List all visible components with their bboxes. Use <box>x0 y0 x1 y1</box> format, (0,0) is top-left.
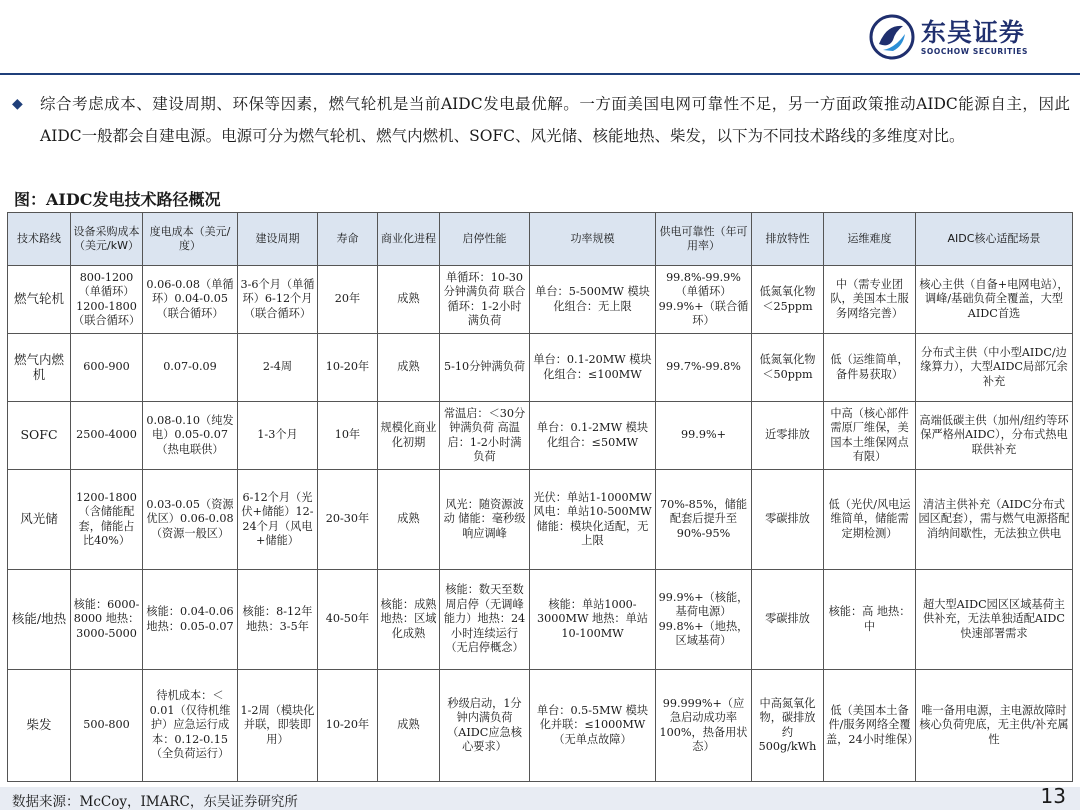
table-cell: 核能：成熟 地热：区域化成熟 <box>378 570 440 670</box>
table-row <box>8 334 1073 402</box>
table-cell: 零碳排放 <box>752 470 824 570</box>
header-divider <box>0 73 1080 75</box>
row-name-cell: 柴发 <box>8 670 71 782</box>
table-cell: 光伏：单站1-1000MW 风电：单站10-500MW 储能：模块化适配，无上限 <box>530 470 656 570</box>
table-cell: 低（光伏/风电运维简单，储能需定期检测） <box>824 470 916 570</box>
intro-paragraph <box>12 88 1070 152</box>
table-cell: 零碳排放 <box>752 570 824 670</box>
table-cell: 低（运维简单，备件易获取） <box>824 334 916 402</box>
logo-english-name: SOOCHOW SECURITIES <box>920 46 1028 56</box>
table-cell: 核能：数天至数周启停（无调峰能力）地热：24小时连续运行（无启停概念） <box>440 570 530 670</box>
header-cell: 寿命 <box>318 213 378 266</box>
table-cell: 超大型AIDC园区区域基荷主供补充，无法单独适配AIDC快速部署需求 <box>916 570 1073 670</box>
header-cell: 技术路线 <box>8 213 71 266</box>
row-name-cell: 燃气轮机 <box>8 266 71 334</box>
table-cell: 唯一备用电源，主电源故障时核心负荷兜底，无主供/补充属性 <box>916 670 1073 782</box>
table-cell: 10-20年 <box>318 670 378 782</box>
table-cell: 1-2周（模块化并联，即装即用） <box>238 670 318 782</box>
table-cell: 中高氮氧化物，碳排放约500g/kWh <box>752 670 824 782</box>
header-cell: 启停性能 <box>440 213 530 266</box>
soochow-logo-icon <box>869 14 915 60</box>
table-cell: 分布式主供（中小型AIDC/边缘算力），大型AIDC局部冗余补充 <box>916 334 1073 402</box>
table-cell: 核能：高 地热：中 <box>824 570 916 670</box>
table-cell: 风光：随资源波动 储能：毫秒级响应调峰 <box>440 470 530 570</box>
row-name-cell: 风光储 <box>8 470 71 570</box>
table-cell: 清洁主供补充（AIDC分布式园区配套），需与燃气电源搭配消纳间歇性，无法独立供电 <box>916 470 1073 570</box>
table-cell: 规模化商业化初期 <box>378 402 440 470</box>
brand-logo <box>869 14 1028 60</box>
table-cell: 99.8%-99.9%（单循环）99.9%+（联合循环） <box>656 266 752 334</box>
table-cell: 单台：5-500MW 模块化组合：无上限 <box>530 266 656 334</box>
table-cell: 99.7%-99.8% <box>656 334 752 402</box>
tech-comparison-table <box>7 212 1073 782</box>
table-cell: 99.9%+ <box>656 402 752 470</box>
row-name-cell: 燃气内燃机 <box>8 334 71 402</box>
table-cell: 核能：6000-8000 地热：3000-5000 <box>71 570 143 670</box>
table-row <box>8 570 1073 670</box>
table-cell: 2500-4000 <box>71 402 143 470</box>
header-cell: 功率规模 <box>530 213 656 266</box>
table-cell: 0.03-0.05（资源优区）0.06-0.08（资源一般区） <box>143 470 238 570</box>
intro-text: 综合考虑成本、建设周期、环保等因素，燃气轮机是当前AIDC发电最优解。一方面美国电网可靠性不足，另一方面政策推动AIDC能源自主，因此AIDC一般都会自建电源。电源可分为燃气轮机、燃气内燃机、SOFC、风光储、核能地热、柴发，以下为不同技术路线的多维度对比。 <box>40 95 1070 145</box>
row-name-cell: 核能/地热 <box>8 570 71 670</box>
table-cell: 单台：0.5-5MW 模块化并联：≤1000MW（无单点故障） <box>530 670 656 782</box>
table-cell: 中（需专业团队，美国本土服务网络完善） <box>824 266 916 334</box>
table-cell: 单循环：10-30分钟满负荷 联合循环：1-2小时满负荷 <box>440 266 530 334</box>
table-cell: 待机成本：＜0.01（仅待机维护）应急运行成本：0.12-0.15（全负荷运行） <box>143 670 238 782</box>
data-source-note: 数据来源：McCoy，IMARC，东吴证券研究所 <box>12 794 298 810</box>
table-cell: 0.07-0.09 <box>143 334 238 402</box>
table-row <box>8 402 1073 470</box>
logo-chinese-name: 东吴证券 <box>920 17 1025 47</box>
table-cell: 800-1200（单循环）1200-1800（联合循环） <box>71 266 143 334</box>
table-cell: 70%-85%，储能配套后提升至90%-95% <box>656 470 752 570</box>
table-cell: 500-800 <box>71 670 143 782</box>
table-cell: 1-3个月 <box>238 402 318 470</box>
table-cell: 20-30年 <box>318 470 378 570</box>
table-cell: 5-10分钟满负荷 <box>440 334 530 402</box>
table-cell: 常温启：＜30分钟满负荷 高温启：1-2小时满负荷 <box>440 402 530 470</box>
table-cell: 低氮氧化物＜50ppm <box>752 334 824 402</box>
table-cell: 低氮氧化物＜25ppm <box>752 266 824 334</box>
table-cell: 1200-1800（含储能配套，储能占比40%） <box>71 470 143 570</box>
table-cell: 核能：单站1000-3000MW 地热：单站10-100MW <box>530 570 656 670</box>
table-cell: 3-6个月（单循环）6-12个月（联合循环） <box>238 266 318 334</box>
table-cell: 99.999%+（应急启动成功率100%，热备用状态） <box>656 670 752 782</box>
table-cell: 99.9%+（核能，基荷电源）99.8%+（地热，区域基荷） <box>656 570 752 670</box>
table-cell: 核心主供（自备+电网电站），调峰/基础负荷全覆盖，大型AIDC首选 <box>916 266 1073 334</box>
table-row <box>8 470 1073 570</box>
header-cell: 设备采购成本（美元/kW） <box>71 213 143 266</box>
header-cell: 建设周期 <box>238 213 318 266</box>
table-cell: 成熟 <box>378 334 440 402</box>
table-cell: 40-50年 <box>318 570 378 670</box>
header-cell: 商业化进程 <box>378 213 440 266</box>
figure-title: 图：AIDC发电技术路径概况 <box>14 190 221 209</box>
table-cell: 成熟 <box>378 266 440 334</box>
table-cell: 中高（核心部件需原厂维保，美国本土维保网点有限） <box>824 402 916 470</box>
table-cell: 核能：0.04-0.06 地热：0.05-0.07 <box>143 570 238 670</box>
row-name-cell: SOFC <box>8 402 71 470</box>
table-cell: 秒级启动，1分钟内满负荷（AIDC应急核心要求） <box>440 670 530 782</box>
header-cell: 排放特性 <box>752 213 824 266</box>
header-cell: AIDC核心适配场景 <box>916 213 1073 266</box>
table-cell: 10-20年 <box>318 334 378 402</box>
table-cell: 2-4周 <box>238 334 318 402</box>
header-cell: 供电可靠性（年可用率） <box>656 213 752 266</box>
table-row <box>8 266 1073 334</box>
table-cell: 20年 <box>318 266 378 334</box>
page-number: 13 <box>1040 784 1066 808</box>
table-cell: 0.08-0.10（纯发电）0.05-0.07（热电联供） <box>143 402 238 470</box>
diamond-bullet-icon: ◆ <box>12 96 23 112</box>
table-cell: 低（美国本土备件/服务网络全覆盖，24小时维保） <box>824 670 916 782</box>
table-row <box>8 670 1073 782</box>
table-cell: 成熟 <box>378 670 440 782</box>
table-cell: 高端低碳主供（加州/纽约等环保严格州AIDC），分布式热电联供补充 <box>916 402 1073 470</box>
table-cell: 6-12个月（光伏+储能）12-24个月（风电+储能） <box>238 470 318 570</box>
table-cell: 600-900 <box>71 334 143 402</box>
table-cell: 0.06-0.08（单循环）0.04-0.05（联合循环） <box>143 266 238 334</box>
table-header-row <box>8 213 1073 266</box>
table-cell: 单台：0.1-20MW 模块化组合：≤100MW <box>530 334 656 402</box>
header-cell: 度电成本（美元/度） <box>143 213 238 266</box>
table-cell: 核能：8-12年 地热：3-5年 <box>238 570 318 670</box>
table-cell: 近零排放 <box>752 402 824 470</box>
header-cell: 运维难度 <box>824 213 916 266</box>
table-cell: 10年 <box>318 402 378 470</box>
table-cell: 单台：0.1-2MW 模块化组合：≤50MW <box>530 402 656 470</box>
table-cell: 成熟 <box>378 470 440 570</box>
